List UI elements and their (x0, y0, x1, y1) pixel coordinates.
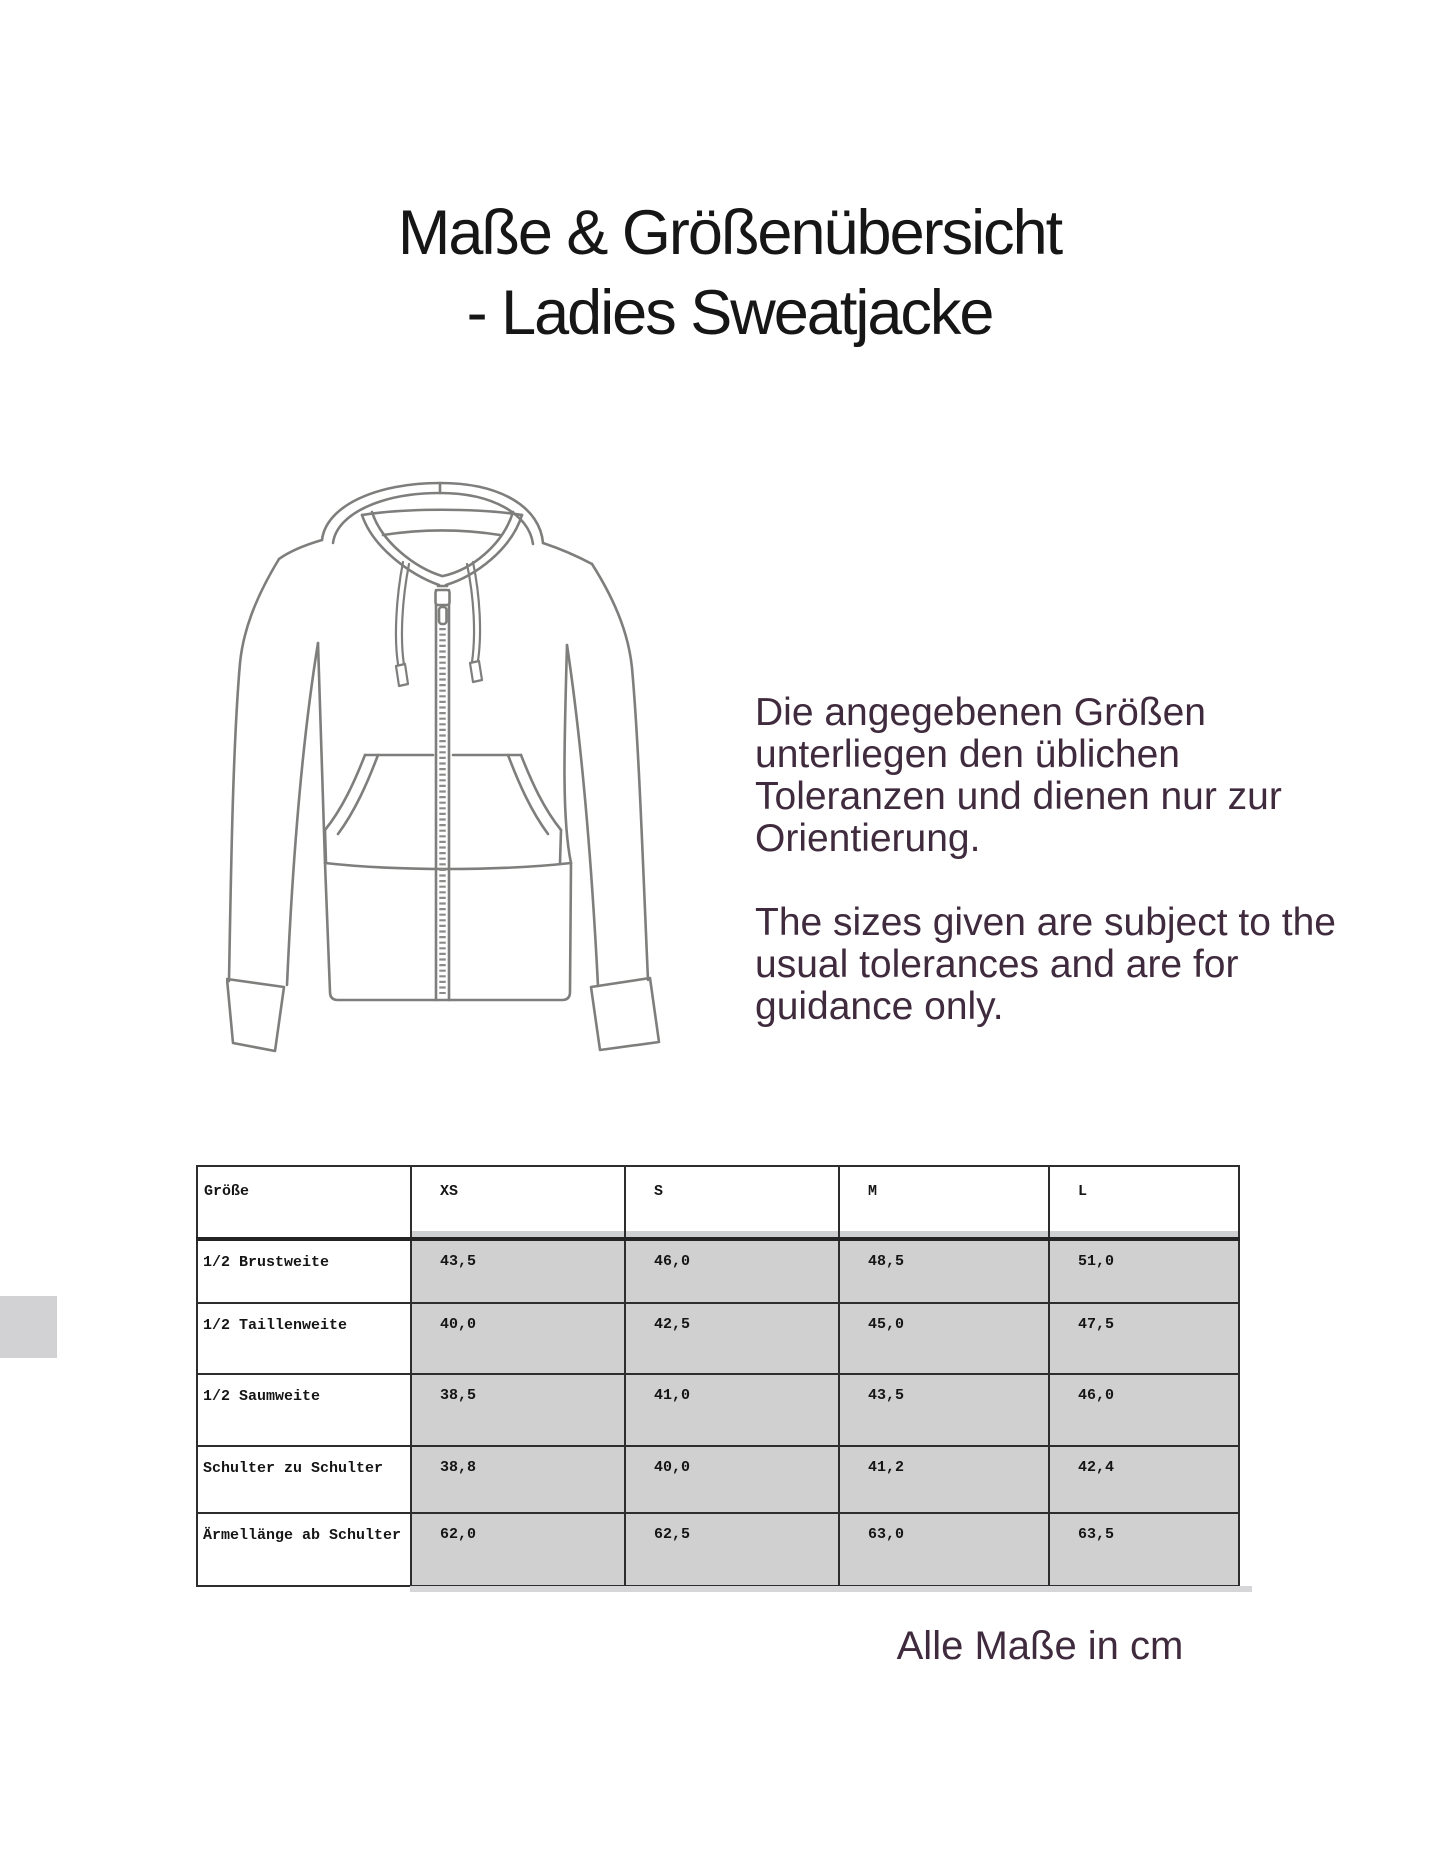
size-value: 43,5 (839, 1374, 1049, 1446)
text-line: The sizes given are subject to the (755, 901, 1336, 944)
size-value: 62,0 (411, 1513, 625, 1586)
size-value: 47,5 (1049, 1303, 1239, 1374)
column-header: M (839, 1166, 1049, 1239)
table-row (197, 1513, 1239, 1586)
size-value: 38,5 (411, 1374, 625, 1446)
column-header: XS (411, 1166, 625, 1239)
text-line: Toleranzen und dienen nur zur (755, 775, 1282, 818)
size-value: 46,0 (625, 1239, 839, 1303)
row-label: 1/2 Taillenweite (197, 1303, 411, 1374)
text-line: unterliegen den üblichen (755, 733, 1181, 776)
size-value: 41,2 (839, 1446, 1049, 1513)
text-line: usual tolerances and are for (755, 943, 1239, 986)
size-notes (755, 692, 1355, 1028)
scan-artifact-bottom-strip (410, 1586, 1252, 1592)
text-line: guidance only. (755, 985, 1004, 1028)
scan-artifact-gray-square (0, 1296, 57, 1358)
size-value: 63,0 (839, 1513, 1049, 1586)
row-label: 1/2 Saumweite (197, 1374, 411, 1446)
size-value: 62,5 (625, 1513, 839, 1586)
size-table-header-row (197, 1166, 1239, 1239)
title-line-1: Maße & Größenübersicht (397, 198, 1062, 268)
size-value: 42,4 (1049, 1446, 1239, 1513)
row-label: Ärmellänge ab Schulter (197, 1513, 411, 1586)
table-row (197, 1303, 1239, 1374)
size-value: 43,5 (411, 1239, 625, 1303)
column-header: L (1049, 1166, 1239, 1239)
size-value: 48,5 (839, 1239, 1049, 1303)
note-german (755, 692, 1355, 860)
size-value: 45,0 (839, 1303, 1049, 1374)
size-value: 63,5 (1049, 1513, 1239, 1586)
note-english (755, 902, 1355, 1028)
page-title (0, 193, 1445, 353)
column-header: S (625, 1166, 839, 1239)
table-row (197, 1446, 1239, 1513)
size-value: 40,0 (411, 1303, 625, 1374)
hoodie-illustration (226, 478, 670, 1058)
column-header: Größe (197, 1166, 411, 1239)
title-line-2: - Ladies Sweatjacke (466, 278, 993, 348)
size-value: 38,8 (411, 1446, 625, 1513)
row-label: 1/2 Brustweite (197, 1239, 411, 1303)
table-row (197, 1374, 1239, 1446)
table-row (197, 1239, 1239, 1303)
footer-note: Alle Maße in cm (896, 1624, 1184, 1668)
size-value: 51,0 (1049, 1239, 1239, 1303)
text-line: Orientierung. (755, 817, 981, 860)
size-value: 40,0 (625, 1446, 839, 1513)
hoodie-line-art-icon (226, 478, 670, 1058)
size-table (196, 1165, 1240, 1587)
size-value: 41,0 (625, 1374, 839, 1446)
row-label: Schulter zu Schulter (197, 1446, 411, 1513)
size-value: 42,5 (625, 1303, 839, 1374)
size-value: 46,0 (1049, 1374, 1239, 1446)
text-line: Die angegebenen Größen (755, 691, 1206, 734)
